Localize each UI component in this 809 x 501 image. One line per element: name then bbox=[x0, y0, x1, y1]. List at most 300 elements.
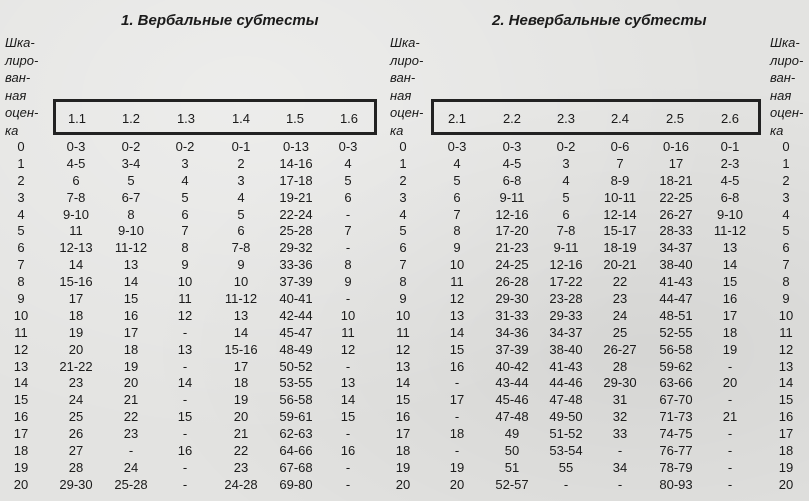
table-cell: 20 bbox=[68, 341, 84, 357]
table-cell: - bbox=[563, 476, 569, 492]
table-cell: 33 bbox=[612, 426, 628, 442]
table-cell: 15 bbox=[123, 291, 139, 307]
table-cell: 2 bbox=[782, 172, 790, 188]
column-1-2 bbox=[106, 139, 156, 494]
table-cell: 6 bbox=[72, 172, 80, 188]
table-cell: 12 bbox=[13, 341, 29, 357]
table-cell: 21 bbox=[123, 392, 139, 408]
table-cell: 15 bbox=[778, 392, 794, 408]
table-cell: 28 bbox=[68, 459, 84, 475]
table-cell: 10 bbox=[233, 274, 249, 290]
table-cell: 38-40 bbox=[549, 341, 583, 357]
table-cell: 80-93 bbox=[659, 476, 693, 492]
table-cell: 5 bbox=[562, 189, 570, 205]
table-cell: 51 bbox=[504, 459, 520, 475]
table-cell: - bbox=[727, 426, 733, 442]
table-cell: 49-50 bbox=[549, 409, 583, 425]
table-cell: 9-10 bbox=[62, 206, 90, 222]
table-cell: 11-12 bbox=[114, 240, 148, 256]
table-cell: 67-68 bbox=[279, 459, 313, 475]
table-cell: 0-2 bbox=[121, 139, 141, 154]
table-cell: 12-13 bbox=[59, 240, 93, 256]
table-cell: 0-13 bbox=[282, 139, 310, 154]
table-cell: 48-51 bbox=[659, 307, 693, 323]
table-cell: 6 bbox=[453, 189, 461, 205]
table-cell: 20 bbox=[233, 409, 249, 425]
table-cell: 5 bbox=[181, 189, 189, 205]
header-2-3: 2.3 bbox=[556, 111, 576, 126]
table-cell: - bbox=[727, 459, 733, 475]
table-cell: 6-8 bbox=[720, 189, 740, 205]
table-cell: 20 bbox=[722, 375, 738, 391]
table-cell: 1 bbox=[782, 155, 790, 171]
column-1-3 bbox=[163, 139, 207, 494]
table-cell: 12 bbox=[449, 291, 465, 307]
table-cell: 6-7 bbox=[121, 189, 141, 205]
table-cell: 10 bbox=[177, 274, 193, 290]
column-1-4 bbox=[213, 139, 269, 494]
table-cell: 20 bbox=[449, 476, 465, 492]
table-cell: 11 bbox=[450, 274, 464, 290]
table-cell: 43-44 bbox=[495, 375, 529, 391]
table-cell: 59-62 bbox=[659, 358, 693, 374]
table-cell: 10 bbox=[449, 257, 465, 273]
table-cell: 6 bbox=[237, 223, 245, 239]
table-cell: 19 bbox=[395, 459, 411, 475]
table-cell: 25 bbox=[612, 324, 628, 340]
table-cell: 18 bbox=[449, 426, 465, 442]
table-cell: 19 bbox=[778, 459, 794, 475]
table-cell: 12-14 bbox=[603, 206, 637, 222]
table-cell: 21-23 bbox=[495, 240, 529, 256]
table-cell: 37-39 bbox=[279, 274, 313, 290]
table-cell: 40-42 bbox=[495, 358, 529, 374]
column-1-1 bbox=[51, 139, 101, 494]
column-2-5 bbox=[648, 139, 704, 494]
table-cell: 38-40 bbox=[659, 257, 693, 273]
table-cell: 7 bbox=[181, 223, 189, 239]
table-cell: 19 bbox=[13, 459, 29, 475]
table-cell: 12 bbox=[778, 341, 794, 357]
table-cell: 12-16 bbox=[549, 257, 583, 273]
header-1-6: 1.6 bbox=[339, 111, 359, 126]
table-cell: 24 bbox=[123, 459, 139, 475]
table-cell: 3-4 bbox=[121, 155, 141, 171]
table-cell: 6 bbox=[782, 240, 790, 256]
table-cell: 5 bbox=[782, 223, 790, 239]
table-cell: 24-28 bbox=[224, 476, 258, 492]
table-cell: 13 bbox=[177, 341, 193, 357]
table-cell: 24 bbox=[68, 392, 84, 408]
table-cell: 74-75 bbox=[659, 426, 693, 442]
table-cell: 40-41 bbox=[279, 291, 313, 307]
table-cell: 6-8 bbox=[502, 172, 522, 188]
table-cell: 26-27 bbox=[603, 341, 637, 357]
table-cell: 18 bbox=[395, 443, 411, 459]
column-2-6 bbox=[708, 139, 752, 494]
table-cell: 13 bbox=[123, 257, 139, 273]
table-cell: 14 bbox=[722, 257, 738, 273]
table-cell: 18 bbox=[123, 341, 139, 357]
table-cell: 0-3 bbox=[447, 139, 467, 154]
table-cell: 11 bbox=[341, 324, 355, 340]
table-cell: 17 bbox=[722, 307, 738, 323]
table-cell: 4-5 bbox=[502, 155, 522, 171]
table-cell: 1 bbox=[17, 155, 25, 171]
table-cell: 17-22 bbox=[549, 274, 583, 290]
table-cell: 25 bbox=[68, 409, 84, 425]
table-cell: 0 bbox=[17, 139, 25, 154]
table-cell: 17 bbox=[123, 324, 139, 340]
table-cell: 41-43 bbox=[659, 274, 693, 290]
table-cell: 29-33 bbox=[549, 307, 583, 323]
table-cell: 3 bbox=[237, 172, 245, 188]
table-cell: 20-21 bbox=[603, 257, 637, 273]
table-cell: 17 bbox=[13, 426, 29, 442]
table-cell: 19-21 bbox=[279, 189, 313, 205]
table-cell: 62-63 bbox=[279, 426, 313, 442]
table-cell: 8 bbox=[782, 274, 790, 290]
table-cell: 9-11 bbox=[499, 189, 525, 205]
table-cell: 41-43 bbox=[549, 358, 583, 374]
table-cell: 16 bbox=[778, 409, 794, 425]
table-cell: 59-61 bbox=[279, 409, 313, 425]
table-cell: 4-5 bbox=[66, 155, 86, 171]
table-cell: 0-1 bbox=[231, 139, 251, 154]
table-cell: 63-66 bbox=[659, 375, 693, 391]
table-cell: 44-46 bbox=[549, 375, 583, 391]
table-cell: - bbox=[454, 443, 460, 459]
table-cell: 13 bbox=[395, 358, 411, 374]
table-cell: 7 bbox=[399, 257, 407, 273]
table-cell: 14 bbox=[449, 324, 465, 340]
table-cell: 22 bbox=[612, 274, 628, 290]
table-cell: 34-37 bbox=[659, 240, 693, 256]
scale-column-middle bbox=[388, 139, 418, 494]
table-cell: 14 bbox=[778, 375, 794, 391]
table-cell: 20 bbox=[778, 476, 794, 492]
table-cell: 6 bbox=[399, 240, 407, 256]
table-cell: 8 bbox=[181, 240, 189, 256]
table-cell: 47-48 bbox=[495, 409, 529, 425]
column-2-1 bbox=[438, 139, 476, 494]
table-cell: 1 bbox=[399, 155, 407, 171]
table-cell: - bbox=[727, 476, 733, 492]
table-cell: 0 bbox=[782, 139, 790, 154]
table-cell: 13 bbox=[340, 375, 356, 391]
table-cell: 24-25 bbox=[495, 257, 529, 273]
table-cell: 50-52 bbox=[279, 358, 313, 374]
table-cell: 0-2 bbox=[556, 139, 576, 154]
table-cell: - bbox=[128, 443, 134, 459]
table-cell: 14 bbox=[177, 375, 193, 391]
table-cell: 26-27 bbox=[659, 206, 693, 222]
table-cell: 16 bbox=[123, 307, 139, 323]
table-cell: 5 bbox=[453, 172, 461, 188]
table-cell: 18-21 bbox=[659, 172, 693, 188]
table-cell: - bbox=[617, 476, 623, 492]
table-cell: 4 bbox=[782, 206, 790, 222]
table-cell: 22 bbox=[233, 443, 249, 459]
table-cell: 5 bbox=[344, 172, 352, 188]
column-2-3 bbox=[540, 139, 592, 494]
table-cell: 3 bbox=[181, 155, 189, 171]
table-cell: 19 bbox=[722, 341, 738, 357]
table-cell: 10 bbox=[340, 307, 356, 323]
table-cell: 48-49 bbox=[279, 341, 313, 357]
table-cell: 3 bbox=[17, 189, 25, 205]
table-cell: 7-8 bbox=[231, 240, 251, 256]
table-cell: 14 bbox=[68, 257, 84, 273]
table-cell: 18 bbox=[233, 375, 249, 391]
table-cell: 19 bbox=[233, 392, 249, 408]
table-cell: 2-3 bbox=[720, 155, 740, 171]
table-cell: 53-54 bbox=[549, 443, 583, 459]
table-cell: 20 bbox=[13, 476, 29, 492]
table-cell: 67-70 bbox=[659, 392, 693, 408]
table-cell: 18 bbox=[13, 443, 29, 459]
table-cell: - bbox=[345, 459, 351, 475]
table-cell: 33-36 bbox=[279, 257, 313, 273]
table-cell: 3 bbox=[562, 155, 570, 171]
table-cell: 14-16 bbox=[279, 155, 313, 171]
table-cell: - bbox=[617, 443, 623, 459]
column-2-4 bbox=[594, 139, 646, 494]
table-cell: 45-47 bbox=[279, 324, 313, 340]
table-cell: 8 bbox=[127, 206, 135, 222]
table-cell: 11-12 bbox=[224, 291, 258, 307]
table-cell: 7 bbox=[344, 223, 352, 239]
table-cell: 20 bbox=[395, 476, 411, 492]
table-cell: 0-6 bbox=[610, 139, 630, 154]
table-cell: 16 bbox=[722, 291, 738, 307]
table-cell: 44-47 bbox=[659, 291, 693, 307]
table-cell: 5 bbox=[399, 223, 407, 239]
table-cell: 42-44 bbox=[279, 307, 313, 323]
table-cell: 0-2 bbox=[175, 139, 195, 154]
table-cell: 0-3 bbox=[66, 139, 86, 154]
table-cell: 25-28 bbox=[114, 476, 148, 492]
table-cell: 8 bbox=[17, 274, 25, 290]
table-cell: 29-30 bbox=[495, 291, 529, 307]
table-cell: 47-48 bbox=[549, 392, 583, 408]
table-cell: 9 bbox=[17, 291, 25, 307]
table-cell: 28 bbox=[612, 358, 628, 374]
table-cell: 17 bbox=[395, 426, 411, 442]
table-cell: 4 bbox=[453, 155, 461, 171]
table-cell: 21 bbox=[233, 426, 249, 442]
table-cell: 14 bbox=[395, 375, 411, 391]
table-cell: 23 bbox=[612, 291, 628, 307]
verbal-subtests-title: 1. Вербальные субтесты bbox=[121, 12, 319, 29]
table-cell: 18 bbox=[68, 307, 84, 323]
table-cell: 2 bbox=[17, 172, 25, 188]
table-cell: 56-58 bbox=[659, 341, 693, 357]
table-cell: - bbox=[727, 443, 733, 459]
column-2-2 bbox=[485, 139, 539, 494]
table-cell: 11-12 bbox=[713, 223, 747, 239]
table-cell: 50 bbox=[504, 443, 520, 459]
table-cell: 0-16 bbox=[662, 139, 690, 154]
table-cell: 3 bbox=[782, 189, 790, 205]
table-cell: 29-32 bbox=[279, 240, 313, 256]
table-cell: 28-33 bbox=[659, 223, 693, 239]
table-cell: 13 bbox=[449, 307, 465, 323]
table-cell: 9 bbox=[782, 291, 790, 307]
header-1-1: 1.1 bbox=[67, 111, 87, 126]
table-cell: 14 bbox=[233, 324, 249, 340]
table-cell: 22-25 bbox=[659, 189, 693, 205]
header-2-2: 2.2 bbox=[502, 111, 522, 126]
table-cell: 19 bbox=[123, 358, 139, 374]
table-cell: 55 bbox=[558, 459, 574, 475]
table-cell: 11 bbox=[69, 223, 83, 239]
table-cell: 4 bbox=[17, 206, 25, 222]
scale-column-left bbox=[6, 139, 36, 494]
table-cell: 7 bbox=[17, 257, 25, 273]
table-cell: 12 bbox=[340, 341, 356, 357]
table-cell: - bbox=[345, 291, 351, 307]
table-cell: 69-80 bbox=[279, 476, 313, 492]
table-cell: 11 bbox=[779, 324, 793, 340]
table-cell: 9 bbox=[237, 257, 245, 273]
table-cell: 12 bbox=[177, 307, 193, 323]
table-cell: 34 bbox=[612, 459, 628, 475]
table-cell: - bbox=[727, 358, 733, 374]
table-cell: 21-22 bbox=[59, 358, 93, 374]
table-cell: 15-16 bbox=[59, 274, 93, 290]
table-cell: 6 bbox=[181, 206, 189, 222]
table-cell: 26 bbox=[68, 426, 84, 442]
table-cell: 29-30 bbox=[59, 476, 93, 492]
header-1-3: 1.3 bbox=[176, 111, 196, 126]
table-cell: 23-28 bbox=[549, 291, 583, 307]
table-cell: - bbox=[182, 426, 188, 442]
header-2-6: 2.6 bbox=[720, 111, 740, 126]
table-cell: 5 bbox=[237, 206, 245, 222]
table-cell: 16 bbox=[395, 409, 411, 425]
table-cell: 52-55 bbox=[659, 324, 693, 340]
header-2-1: 2.1 bbox=[447, 111, 467, 126]
table-cell: 0-3 bbox=[502, 139, 522, 154]
table-cell: 29-30 bbox=[603, 375, 637, 391]
table-cell: 18-19 bbox=[603, 240, 637, 256]
table-cell: 13 bbox=[778, 358, 794, 374]
table-cell: 15 bbox=[395, 392, 411, 408]
table-cell: 15 bbox=[722, 274, 738, 290]
table-cell: 20 bbox=[123, 375, 139, 391]
scale-label-left: Шка- лиро- ван- ная оцен- ка bbox=[5, 35, 39, 138]
table-cell: 53-55 bbox=[279, 375, 313, 391]
table-cell: 5 bbox=[17, 223, 25, 239]
table-cell: 4 bbox=[344, 155, 352, 171]
table-cell: 23 bbox=[233, 459, 249, 475]
table-cell: 78-79 bbox=[659, 459, 693, 475]
header-2-4: 2.4 bbox=[610, 111, 630, 126]
table-cell: 14 bbox=[123, 274, 139, 290]
table-cell: 7-8 bbox=[66, 189, 86, 205]
table-cell: 4 bbox=[237, 189, 245, 205]
table-cell: - bbox=[182, 324, 188, 340]
table-cell: 12-16 bbox=[495, 206, 529, 222]
table-cell: 17 bbox=[68, 291, 84, 307]
table-cell: 6 bbox=[344, 189, 352, 205]
table-cell: - bbox=[182, 392, 188, 408]
table-cell: 9-11 bbox=[553, 240, 579, 256]
table-cell: 23 bbox=[68, 375, 84, 391]
table-cell: 6 bbox=[562, 206, 570, 222]
header-1-2: 1.2 bbox=[121, 111, 141, 126]
table-cell: 2 bbox=[399, 172, 407, 188]
table-cell: 6 bbox=[17, 240, 25, 256]
table-cell: 37-39 bbox=[495, 341, 529, 357]
table-cell: 3 bbox=[399, 189, 407, 205]
table-cell: 76-77 bbox=[659, 443, 693, 459]
table-cell: 25-28 bbox=[279, 223, 313, 239]
table-cell: 19 bbox=[449, 459, 465, 475]
table-cell: 31 bbox=[612, 392, 628, 408]
table-cell: 9-10 bbox=[716, 206, 744, 222]
table-cell: 2 bbox=[237, 155, 245, 171]
table-cell: 16 bbox=[449, 358, 465, 374]
table-cell: 4 bbox=[399, 206, 407, 222]
table-cell: 7 bbox=[616, 155, 624, 171]
table-cell: 4-5 bbox=[720, 172, 740, 188]
table-cell: 15-16 bbox=[224, 341, 258, 357]
table-cell: - bbox=[345, 206, 351, 222]
table-cell: 32 bbox=[612, 409, 628, 425]
table-cell: 8 bbox=[453, 223, 461, 239]
table-cell: 51-52 bbox=[549, 426, 583, 442]
table-cell: 13 bbox=[233, 307, 249, 323]
column-1-5 bbox=[270, 139, 322, 494]
table-cell: - bbox=[182, 459, 188, 475]
table-cell: 15-17 bbox=[603, 223, 637, 239]
table-cell: 71-73 bbox=[659, 409, 693, 425]
table-cell: 17 bbox=[449, 392, 465, 408]
table-cell: 8 bbox=[399, 274, 407, 290]
table-cell: 16 bbox=[340, 443, 356, 459]
table-cell: - bbox=[345, 358, 351, 374]
table-cell: 64-66 bbox=[279, 443, 313, 459]
table-cell: 49 bbox=[504, 426, 520, 442]
table-cell: 8-9 bbox=[610, 172, 630, 188]
table-cell: 10 bbox=[395, 307, 411, 323]
table-cell: 19 bbox=[68, 324, 84, 340]
table-cell: 56-58 bbox=[279, 392, 313, 408]
table-cell: 15 bbox=[13, 392, 29, 408]
table-cell: 10 bbox=[778, 307, 794, 323]
column-1-6 bbox=[332, 139, 364, 494]
table-cell: 14 bbox=[340, 392, 356, 408]
table-cell: 10 bbox=[13, 307, 29, 323]
table-cell: 22 bbox=[123, 409, 139, 425]
table-cell: 24 bbox=[612, 307, 628, 323]
table-cell: - bbox=[454, 409, 460, 425]
table-cell: 7 bbox=[453, 206, 461, 222]
table-cell: 34-37 bbox=[549, 324, 583, 340]
table-cell: 9 bbox=[181, 257, 189, 273]
header-1-5: 1.5 bbox=[285, 111, 305, 126]
nonverbal-subtests-title: 2. Невербальные субтесты bbox=[492, 12, 707, 29]
table-cell: 9 bbox=[453, 240, 461, 256]
table-cell: 15 bbox=[340, 409, 356, 425]
table-cell: 11 bbox=[14, 324, 28, 340]
table-cell: 16 bbox=[13, 409, 29, 425]
table-cell: - bbox=[345, 240, 351, 256]
table-cell: 7-8 bbox=[556, 223, 576, 239]
table-cell: 15 bbox=[449, 341, 465, 357]
